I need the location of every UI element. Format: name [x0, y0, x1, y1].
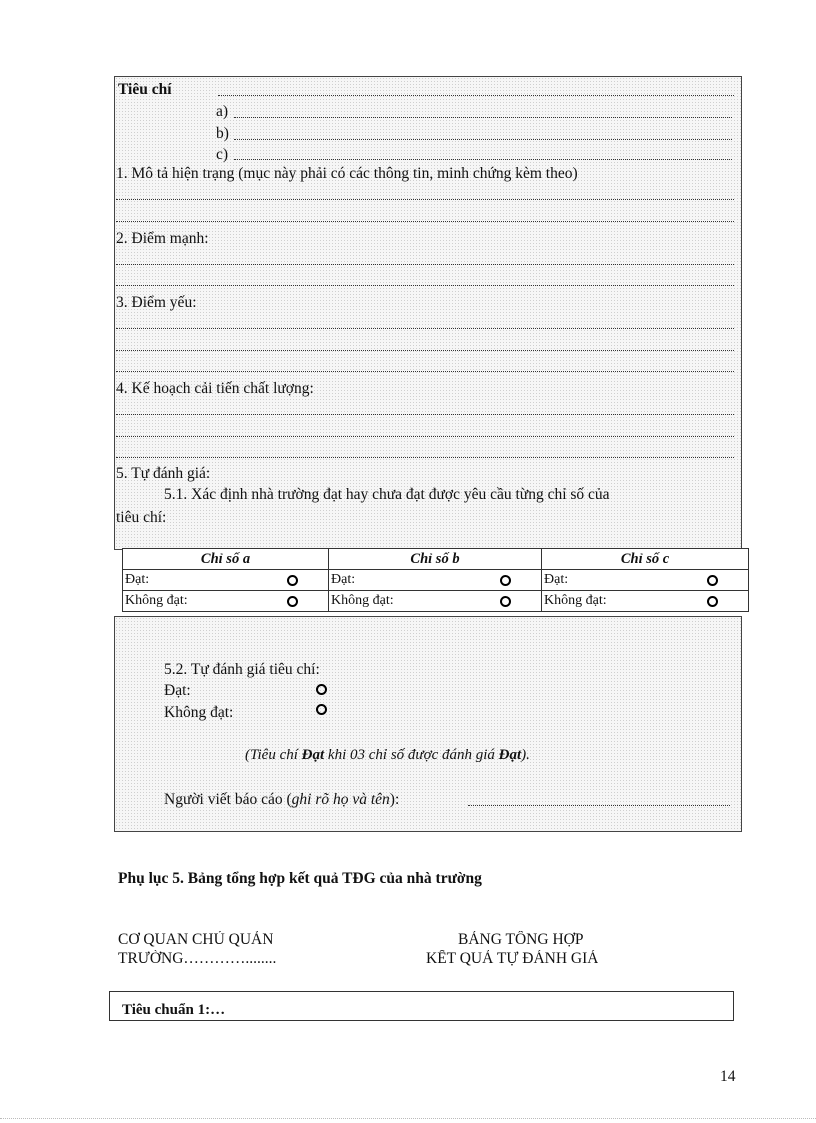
dotted-line	[234, 159, 732, 160]
dotted-line	[218, 95, 734, 96]
section-1-title: 1. Mô tả hiện trạng (mục này phải có các thông tin, minh chứng kèm theo)	[116, 165, 578, 182]
indicator-header-a: Chỉ số a	[123, 549, 329, 570]
radio-circle-icon[interactable]	[707, 596, 718, 607]
pass-label: Đạt:	[331, 572, 356, 587]
summary-subtitle: KẾT QUẢ TỰ ĐÁNH GIÁ	[426, 950, 599, 967]
table-row	[123, 591, 749, 612]
dotted-line	[116, 285, 734, 286]
self-eval-pass-label: Đạt:	[164, 682, 191, 699]
fail-label: Không đạt:	[125, 593, 188, 608]
dotted-line	[234, 139, 732, 140]
dotted-line	[234, 117, 732, 118]
pass-label: Đạt:	[125, 572, 150, 587]
dotted-line	[116, 199, 734, 200]
dotted-line	[116, 457, 734, 458]
agency-label: CƠ QUAN CHỦ QUẢN	[118, 931, 274, 948]
radio-circle-icon[interactable]	[707, 575, 718, 586]
radio-circle-icon[interactable]	[500, 596, 511, 607]
dotted-line	[116, 264, 734, 265]
radio-circle-icon[interactable]	[287, 575, 298, 586]
criterion-item-b: b)	[216, 125, 229, 142]
standard-label: Tiêu chuẩn 1:…	[122, 1002, 226, 1018]
dotted-line	[116, 221, 734, 222]
fail-label: Không đạt:	[331, 593, 394, 608]
author-line: Người viết báo cáo (ghi rõ họ và tên):	[164, 791, 400, 808]
criterion-item-a: a)	[216, 103, 229, 120]
indicator-header-c: Chỉ số c	[542, 549, 749, 570]
dotted-line	[116, 371, 734, 372]
appendix-title: Phụ lục 5. Bảng tổng hợp kết quả TĐG của nhà trường	[118, 870, 482, 887]
author-name-input[interactable]	[468, 805, 730, 806]
self-eval-note: (Tiêu chí Đạt khi 03 chỉ số được đánh giá Đạt).	[245, 747, 530, 763]
dotted-line	[116, 436, 734, 437]
section-3-title: 3. Điểm yếu:	[116, 294, 197, 311]
fail-label: Không đạt:	[544, 593, 607, 608]
standard-box	[109, 991, 734, 1021]
self-eval-title: 5.2. Tự đánh giá tiêu chí:	[164, 661, 320, 678]
table-row	[123, 570, 749, 591]
page-edge	[0, 1118, 816, 1119]
dotted-line	[116, 328, 734, 329]
section-2-title: 2. Điểm mạnh:	[116, 230, 209, 247]
dotted-line	[116, 414, 734, 415]
section-4-title: 4. Kế hoạch cải tiến chất lượng:	[116, 380, 314, 397]
sub-51-line2: tiêu chí:	[116, 509, 167, 526]
dotted-line	[116, 350, 734, 351]
section-5-title: 5. Tự đánh giá:	[116, 465, 211, 482]
criterion-item-c: c)	[216, 146, 229, 163]
self-eval-fail-label: Không đạt:	[164, 704, 234, 721]
radio-circle-icon[interactable]	[316, 684, 327, 695]
indicator-table	[122, 548, 749, 612]
indicator-header-b: Chỉ số b	[329, 549, 542, 570]
radio-circle-icon[interactable]	[500, 575, 511, 586]
page-number: 14	[720, 1068, 736, 1085]
radio-circle-icon[interactable]	[316, 704, 327, 715]
sub-51-line1: 5.1. Xác định nhà trường đạt hay chưa đạt được yêu cầu từng chỉ số của	[164, 486, 610, 503]
school-label: TRƯỜNG…………........	[118, 950, 277, 967]
pass-label: Đạt:	[544, 572, 569, 587]
radio-circle-icon[interactable]	[287, 596, 298, 607]
summary-title: BẢNG TỔNG HỢP	[458, 931, 584, 948]
criterion-heading: Tiêu chí	[118, 81, 172, 98]
